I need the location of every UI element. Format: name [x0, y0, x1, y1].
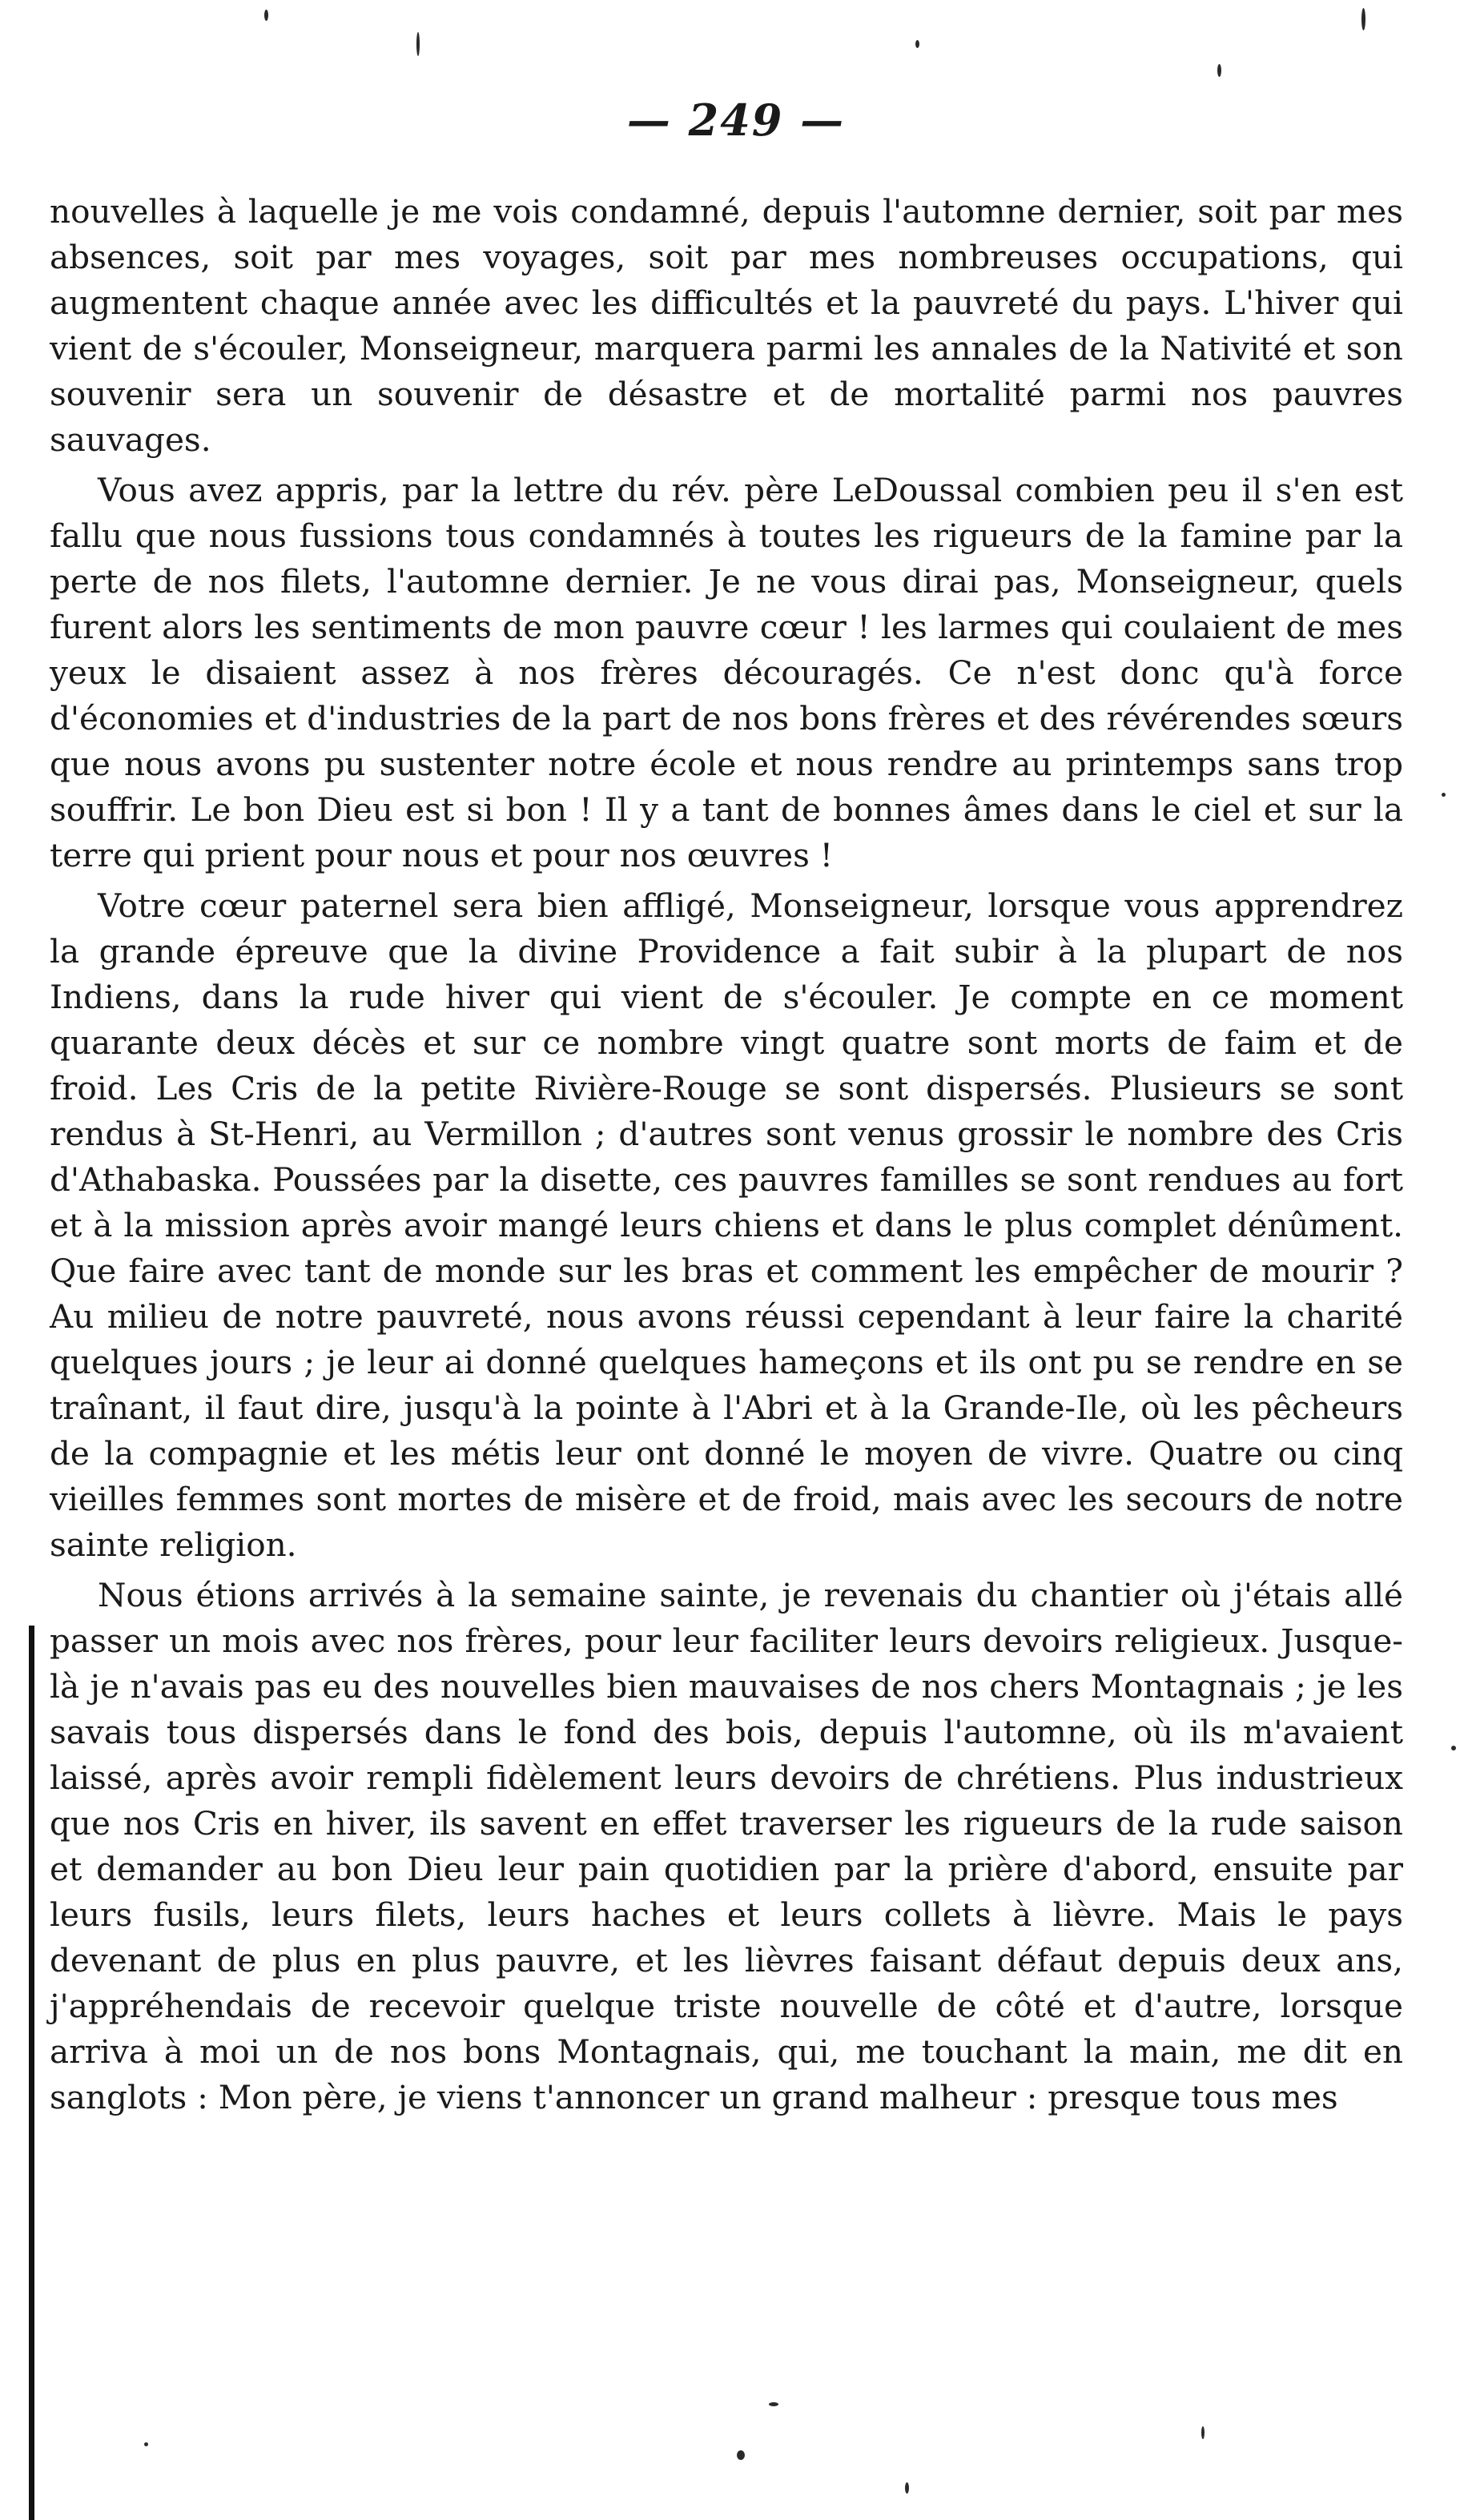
paragraph: nouvelles à laquelle je me vois condamné, depuis l'automne dernier, soit par mes absences, soit par mes voyages, soit par mes nombreuses occupations, qui augmentent chaque année avec les difficultés et la pauvreté du pays. L'hiver qui vient de s'écouler, Monseigneur, marquera parmi les annales de la Nativité et son souvenir sera un souvenir de désastre et de mortalité parmi nos pauvres sauvages.: [50, 192, 1403, 459]
scan-speck: [416, 32, 420, 56]
scan-speck: [144, 2442, 148, 2446]
paragraph: Votre cœur paternel sera bien affligé, Monseigneur, lorsque vous apprendrez la grande épreuve que la divine Providence a fait subir à la plupart de nos Indiens, dans la rude hiver qui vient de s'écouler. Je compte en ce moment quarante deux décès et sur ce nombre vingt quatre sont morts de faim et de froid. Les Cris de la petite Rivière-Rouge se sont dispersés. Plusieurs se sont rendus à St-Henri, au Vermillon ; d'autres sont venus grossir le nombre des Cris d'Athabaska. Poussées par la disette, ces pauvres familles se sont rendues au fort et à la mission après avoir mangé leurs chiens et dans le plus complet dénûment. Que faire avec tant de monde sur les bras et comment les empêcher de mourir ? Au milieu de notre pauvreté, nous avons réussi cependant à leur faire la charité quelques jours ; je leur ai donné quelques hameçons et ils ont pu se rendre en se traînant, il faut dire, jusqu'à la pointe à l'Abri et à la Grande-Ile, où les pêcheurs de la compagnie et les métis leur ont donné le moyen de vivre. Quatre ou cinq vieilles femmes sont mortes de misère et de froid, mais avec les secours de notre sainte religion.: [50, 886, 1403, 1564]
paragraph: Vous avez appris, par la lettre du rév. père LeDoussal combien peu il s'en est fallu que nous fussions tous condamnés à toutes les rigueurs de la famine par la perte de nos filets, l'automne dernier. Je ne vous dirai pas, Monseigneur, quels furent alors les sentiments de mon pauvre cœur ! les larmes qui coulaient de mes yeux le disaient assez à nos frères découragés. Ce n'est donc qu'à force d'économies et d'industries de la part de nos bons frères et des révérendes sœurs que nous avons pu sustenter notre école et nous rendre au printemps sans trop souffrir. Le bon Dieu est si bon ! Il y a tant de bonnes âmes dans le ciel et sur la terre qui prient pour nous et pour nos œuvres !: [50, 471, 1403, 874]
page-text: [50, 189, 1403, 2120]
scan-speck: [264, 10, 268, 21]
paragraph: Nous étions arrivés à la semaine sainte, je revenais du chantier où j'étais allé passer un mois avec nos frères, pour leur faciliter leurs devoirs religieux. Jusque-là je n'avais pas eu des nouvelles bien mauvaises de nos chers Montagnais ; je les savais tous dispersés dans le fond des bois, depuis l'automne, où ils m'avaient laissé, après avoir rempli fidèlement leurs devoirs de chrétiens. Plus industrieux que nos Cris en hiver, ils savent en effet traverser les rigueurs de la rude saison et demander au bon Dieu leur pain quotidien par la prière d'abord, ensuite par leurs fusils, leurs filets, leurs haches et leurs collets à lièvre. Mais le pays devenant de plus en plus pauvre, et les lièvres faisant défaut depuis deux ans, j'appréhendais de recevoir quelque triste nouvelle de côté et d'autre, lorsque arriva à moi un de nos bons Montagnais, qui, me touchant la main, me dit en sanglots : Mon père, je viens t'annoncer un grand malheur : presque tous mes: [50, 1576, 1403, 2116]
scan-speck: [737, 2450, 745, 2460]
scan-speck: [1217, 64, 1221, 77]
scan-speck: [1361, 8, 1365, 30]
scan-speck: [769, 2402, 778, 2406]
scan-speck: [1451, 1746, 1456, 1750]
scan-speck: [1442, 793, 1446, 797]
scan-speck: [1201, 2426, 1205, 2439]
scan-speck: [915, 40, 919, 48]
scan-speck: [905, 2482, 909, 2494]
scan-edge-shadow: [29, 1626, 34, 2520]
page-number: — 249 —: [626, 94, 846, 146]
